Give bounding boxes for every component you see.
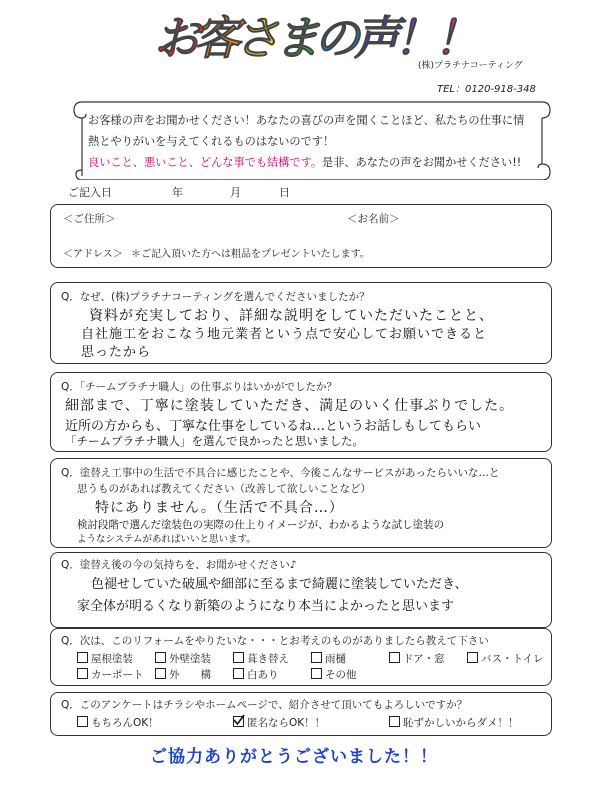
month-label: 月 — [230, 186, 241, 199]
reform-option-label: カーポート — [91, 669, 144, 681]
intro-text — [88, 110, 546, 173]
answer-3-line-2: 検討段階で選んだ塗装色の実際の仕上りイメージが、わかるような試し塗装の — [77, 519, 445, 531]
name-label: ＜お名前＞ — [347, 213, 400, 225]
title-char: 客 — [194, 11, 240, 65]
ad-label: ＜アドレス＞ — [63, 249, 123, 260]
title-char: ま — [274, 11, 320, 65]
reform-checkbox[interactable] — [155, 652, 166, 663]
reform-option[interactable] — [467, 651, 543, 666]
reform-option[interactable] — [389, 651, 445, 666]
intro-line-3-red: 良いこと、悪いこと、どんな事でも結構です。 — [88, 156, 323, 169]
reform-option[interactable] — [233, 651, 289, 666]
reform-checkbox[interactable] — [311, 652, 322, 663]
reform-option-label: 屋根塗装 — [91, 653, 133, 665]
day-label: 日 — [279, 186, 290, 199]
reform-checkbox[interactable] — [389, 652, 400, 663]
title-char: 声 — [354, 11, 400, 65]
reform-option-label: その他 — [325, 669, 357, 681]
permission-option-label: 匿名ならOK！！ — [247, 717, 326, 729]
entry-date-label: ご記入日 — [68, 186, 112, 199]
permission-checkbox[interactable] — [389, 716, 400, 727]
reform-option[interactable] — [77, 651, 133, 666]
question-3-line-2: 思うものがあれば教えてください（改善して欲しいことなど） — [77, 483, 371, 495]
reform-option-label: 外 構 — [169, 669, 211, 681]
gift-note: ＊ご記入頂いた方へは粗品をプレゼントいたします。 — [131, 249, 370, 260]
checkmark-icon — [233, 714, 245, 726]
address-label: ＜ご住所＞ — [63, 213, 116, 225]
answer-1-line-1: 資料が充実しており、詳細な説明をしていただいたことと、 — [89, 308, 494, 324]
answer-2-line-3: 「チームプラチナ職人」を選んで良かったと思いました。 — [65, 434, 364, 448]
intro-line-1: お客様の声をお聞かせください！あなたの喜びの声を聞くことほど、私たちの仕事に情 — [88, 114, 525, 127]
answer-1-line-3: 思ったから — [81, 345, 152, 360]
title-char: お — [154, 11, 200, 65]
permission-option[interactable] — [233, 715, 325, 730]
question-6: Q．このアンケートはチラシやホームページで、紹介させて頂いてもよろしいですか？ — [61, 699, 468, 711]
reform-options-row-1 — [77, 651, 547, 667]
reform-option[interactable] — [233, 667, 279, 682]
permission-checkbox[interactable] — [233, 716, 244, 727]
reform-option[interactable] — [311, 667, 357, 682]
reform-checkbox[interactable] — [77, 668, 88, 679]
phone-number: TEL：0120-918-348 — [437, 84, 536, 95]
question-box-4 — [50, 552, 552, 628]
reform-checkbox[interactable] — [233, 668, 244, 679]
question-2: Q．「チームプラチナ職人」の仕事ぶりはいかがでしたか？ — [61, 381, 338, 393]
reform-option[interactable] — [311, 651, 346, 666]
answer-2-line-2: 近所の方からも、丁寧な仕事をしているね…というお話しもしてもらい — [65, 419, 482, 434]
answer-4-line-1: 色褪せしていた破風や細部に至るまで綺麗に塗装していただき、 — [91, 577, 468, 592]
question-4: Q．塗替え後の今の気持ちを、お聞かせください♪ — [61, 559, 297, 571]
title-char: の — [314, 11, 360, 65]
reform-checkbox[interactable] — [311, 668, 322, 679]
reform-option[interactable] — [77, 667, 144, 682]
question-5: Q．次は、このリフォームをやりたいな・・・とお考えのものがありましたら教えて下さい — [61, 635, 489, 647]
reform-checkbox[interactable] — [233, 652, 244, 663]
question-box-1 — [50, 282, 552, 364]
year-label: 年 — [172, 186, 183, 199]
question-box-6 — [50, 692, 552, 736]
title-char: ！ — [394, 11, 440, 65]
permission-option[interactable] — [77, 715, 159, 730]
reform-option-label: 白あり — [247, 669, 279, 681]
reform-option-label: 葺き替え — [247, 653, 289, 665]
intro-line-2: 熱とやりがいを与えてくれるものはないのです！ — [88, 135, 335, 148]
reform-option-label: ドア・窓 — [403, 653, 445, 665]
reform-option-label: バス・トイレ — [481, 653, 544, 665]
page-title — [150, 6, 480, 66]
permission-option-label: 恥ずかしいからダメ！！ — [403, 717, 519, 729]
company-name: (株)プラチナコーティング — [418, 61, 523, 71]
permission-checkbox[interactable] — [77, 716, 88, 727]
reform-options-row-2 — [77, 667, 547, 683]
question-1: Q．なぜ、(株)プラチナコーティングを選んでくださいましたか？ — [61, 291, 370, 303]
answer-3-line-1: 特にありません。（生活で不具合…） — [95, 500, 344, 516]
reform-checkbox[interactable] — [155, 668, 166, 679]
permission-option-label: もちろんOK！ — [91, 717, 159, 729]
answer-4-line-2: 家全体が明るくなり新築のようになり本当によかったと思います — [77, 599, 455, 614]
permission-option[interactable] — [389, 715, 519, 730]
question-box-5 — [50, 628, 552, 686]
intro-line-3 — [88, 152, 546, 173]
reform-option[interactable] — [155, 667, 211, 682]
address-box — [50, 204, 552, 268]
question-box-3 — [50, 458, 552, 548]
reform-checkbox[interactable] — [467, 652, 478, 663]
answer-1-line-2: 自社施工をおこなう地元業者という点で安心してお願いできると — [81, 327, 488, 342]
question-box-2 — [50, 372, 552, 452]
title-char: さ — [234, 11, 280, 65]
title-char: ！ — [434, 11, 480, 65]
thank-you-message: ご協力ありがとうございました！！ — [150, 747, 438, 767]
reform-option[interactable] — [155, 651, 211, 666]
permission-options — [77, 715, 547, 731]
intro-line-3-black: 是非、あなたの声をお聞かせください!! — [322, 156, 522, 169]
answer-2-line-1: 細部まで、丁寧に塗装していただき、満足のいく仕事ぶりでした。 — [65, 398, 515, 414]
reform-option-label: 雨樋 — [325, 653, 346, 665]
question-3: Q．塗替え工事中の生活で不具合に感じたことや、今後こんなサービスがあったらいいな…と — [61, 467, 500, 479]
answer-3-line-3: ようなシステムがあればいいと思います。 — [77, 534, 256, 545]
reform-checkbox[interactable] — [77, 652, 88, 663]
reform-option-label: 外壁塗装 — [169, 653, 211, 665]
